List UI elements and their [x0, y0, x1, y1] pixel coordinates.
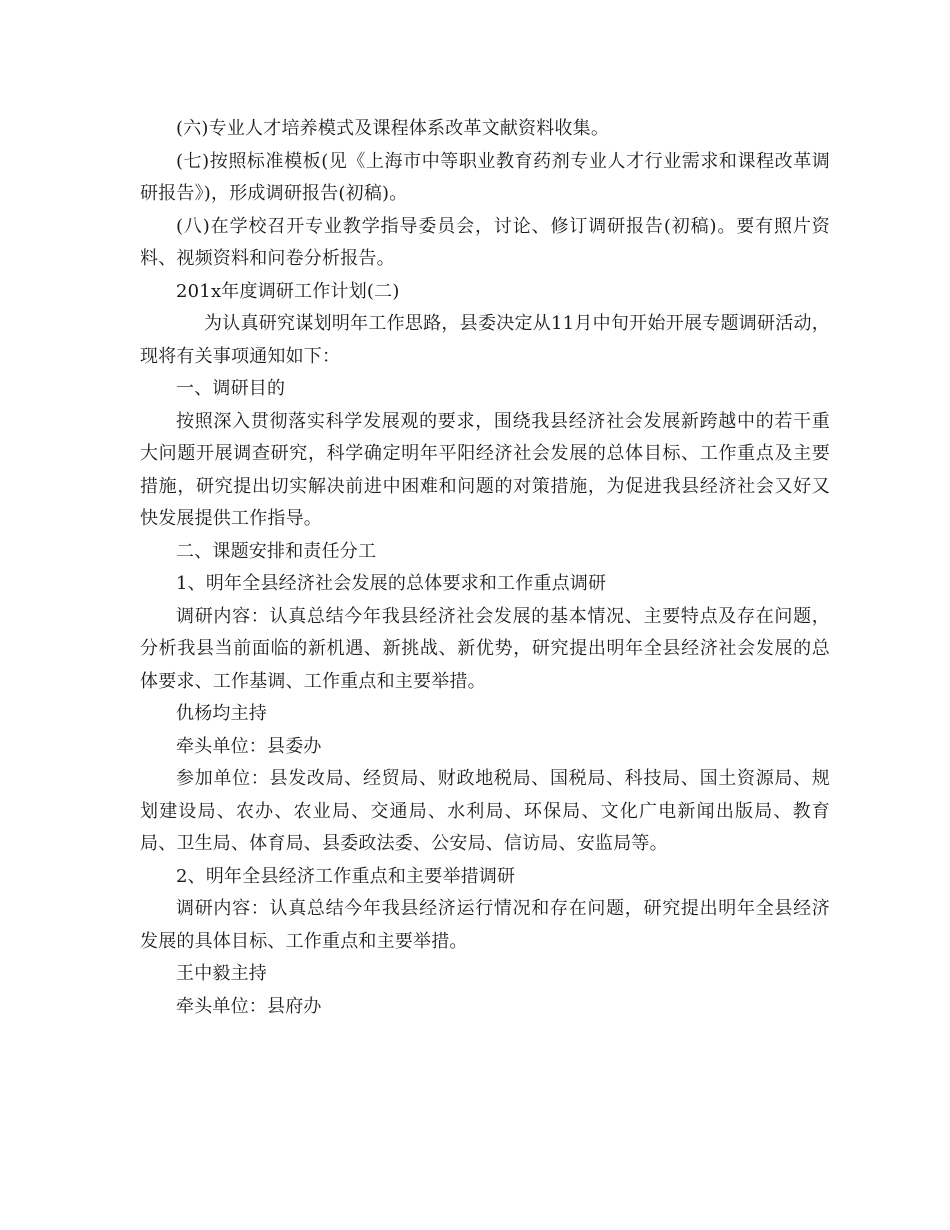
paragraph-item-8: (八)在学校召开专业教学指导委员会，讨论、修订调研报告(初稿)。要有照片资料、视频资料和问卷分析报告。	[140, 215, 830, 269]
topic-2-title: 2、明年全县经济工作重点和主要举措调研	[176, 865, 516, 887]
topic-1-content: 调研内容：认真总结今年我县经济社会发展的基本情况、主要特点及存在问题，分析我县当前面临的新机遇、新挑战、新优势，研究提出明年全县经济社会发展的总体要求、工作基调、工作重点和主要举措。	[140, 605, 830, 692]
research-purpose-text: 按照深入贯彻落实科学发展观的要求，围绕我县经济社会发展新跨越中的若干重大问题开展调查研究，科学确定明年平阳经济社会发展的总体目标、工作重点及主要措施，研究提出切实解决前进中困难和问题的对策措施，为促进我县经济社会又好又快发展提供工作指导。	[140, 410, 830, 529]
topic-2-content: 调研内容：认真总结今年我县经济运行情况和存在问题，研究提出明年全县经济发展的具体目标、工作重点和主要举措。	[140, 898, 830, 952]
topic-1-host: 仇杨均主持	[176, 703, 267, 724]
topic-2-host: 王中毅主持	[176, 963, 267, 984]
intro-paragraph: 为认真研究谋划明年工作思路，县委决定从11月中旬开始开展专题调研活动，现将有关事项通知如下：	[140, 313, 830, 367]
topic-2-lead-unit: 牵头单位：县府办	[176, 995, 322, 1017]
paragraph-item-7: (七)按照标准模板(见《上海市中等职业教育药剂专业人才行业需求和课程改革调研报告》)，形成调研报告(初稿)。	[140, 150, 830, 204]
section-title-plan-2: 201x年度调研工作计划(二)	[176, 280, 400, 302]
document-page	[140, 113, 830, 1023]
heading-topic-arrangement: 二、课题安排和责任分工	[176, 540, 377, 562]
topic-1-participants: 参加单位：县发改局、经贸局、财政地税局、国税局、科技局、国土资源局、规划建设局、农办、农业局、交通局、水利局、环保局、文化广电新闻出版局、教育局、卫生局、体育局、县委政法委、公安局、信访局、安监局等。	[140, 768, 830, 854]
paragraph-item-6: (六)专业人才培养模式及课程体系改革文献资料收集。	[176, 118, 610, 139]
topic-1-lead-unit: 牵头单位：县委办	[176, 735, 322, 757]
heading-research-purpose: 一、调研目的	[176, 378, 286, 399]
topic-1-title: 1、明年全县经济社会发展的总体要求和工作重点调研	[176, 573, 607, 594]
